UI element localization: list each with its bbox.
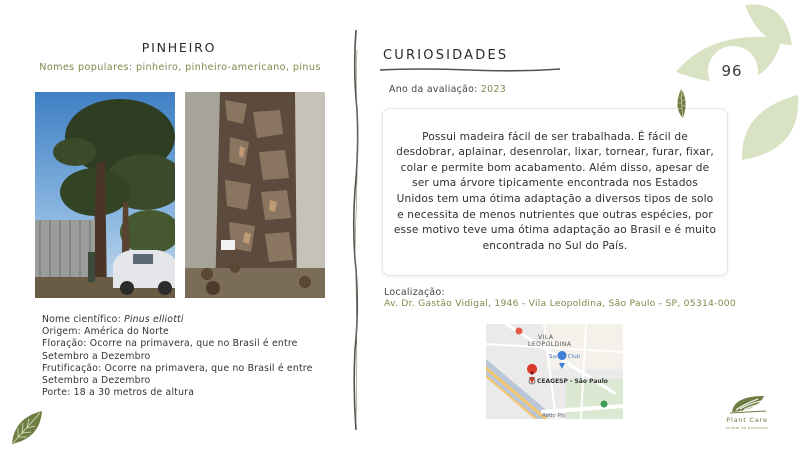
scientific-name-row (42, 314, 332, 326)
leaf-icon (8, 408, 46, 446)
evaluation-year (389, 84, 506, 95)
map-district-line-1: VILA (538, 334, 554, 341)
tree-photo (35, 92, 175, 298)
fruiting-row: Frutificação: Ocorre na primavera, que no Brasil é entre Setembro a Dezembro (42, 362, 313, 387)
scientific-name-value: Pinus elliotti (124, 314, 184, 325)
leaf-icon (673, 88, 689, 120)
map-poi-store: Sam's Club (549, 354, 581, 360)
brand-tagline: jardim de pinheiros (725, 425, 769, 430)
page-divider (346, 30, 366, 430)
brand-name: Plant Care (726, 416, 768, 424)
curiosities-title: CURIOSIDADES (383, 48, 509, 63)
origin-row: Origem: América do Norte (42, 326, 169, 338)
brand-logo (728, 392, 768, 414)
map-poi-ceagesp: CEAGESP - São Paulo (537, 378, 608, 385)
location-label: Localização: (384, 287, 445, 298)
map-road-label: Rodo Pio (542, 413, 566, 419)
page-number: 96 (721, 62, 743, 80)
title-underline (380, 66, 560, 74)
bark-photo (185, 92, 325, 298)
year-label: Ano da avaliação: (389, 84, 481, 95)
species-title: PINHEIRO (141, 40, 217, 55)
map-district-line-2: LEOPOLDINA (528, 341, 572, 348)
size-row: Porte: 18 a 30 metros de altura (42, 387, 195, 399)
leaf-decoration (670, 0, 800, 175)
curiosity-text: Possui madeira fácil de ser trabalhada. É fácil de desdobrar, aplainar, desenrolar, lixar, tornear, furar, fixar, colar e permite bom acabamento. Além disso, apesar de ser uma árvore tipicamente encontrada nos Estados Unidos tem uma ótima adaptação a diversos tipos de solo e necessita de menos nutrientes que outras espécies, por esse motivo teve uma ótima adaptação ao Brasil e é muito encontrada no Sul do País. (393, 130, 717, 252)
popular-names: Nomes populares: pinheiro, pinheiro-americano, pinus (39, 62, 321, 73)
scientific-name-label: Nome científico: (42, 314, 125, 325)
species-facts (42, 314, 332, 399)
location-map[interactable] (486, 324, 623, 419)
year-value: 2023 (480, 84, 506, 95)
flowering-row: Floração: Ocorre na primavera, que no Brasil é entre Setembro a Dezembro (42, 338, 298, 362)
location-address: Av. Dr. Gastão Vidigal, 1946 - Vila Leopoldina, São Paulo - SP, 05314-000 (384, 298, 736, 309)
